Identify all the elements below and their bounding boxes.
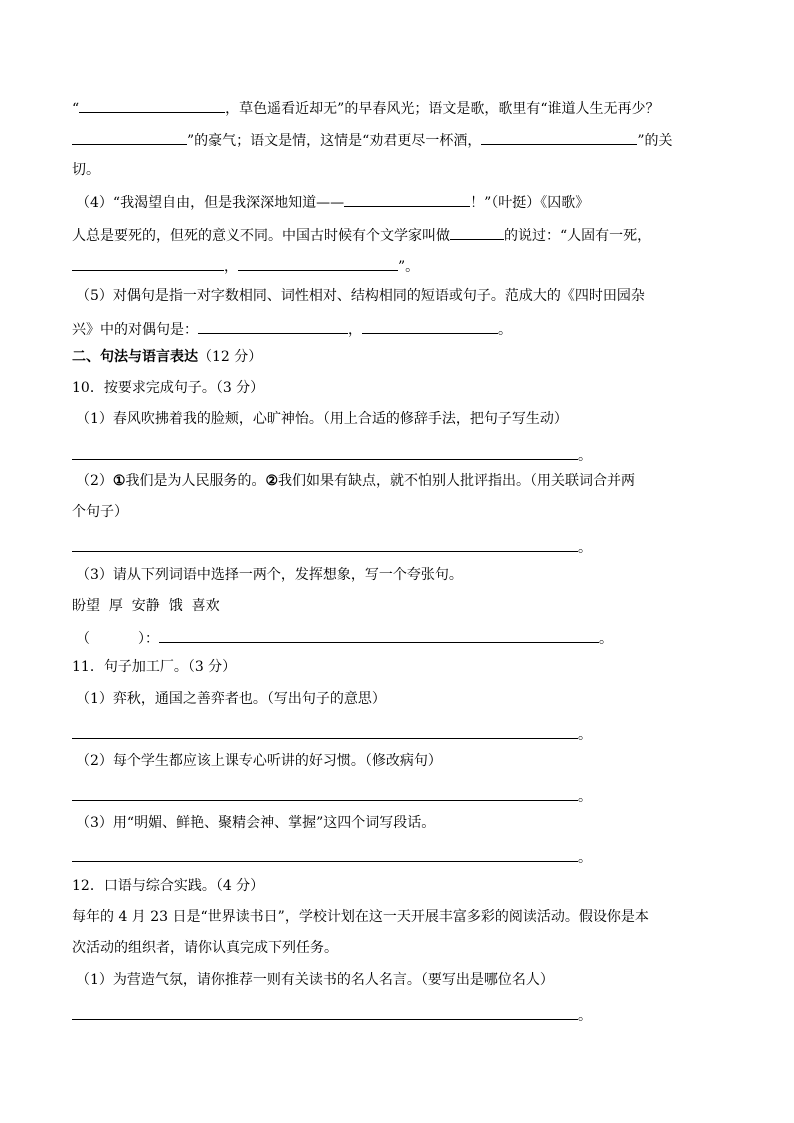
q11-title xyxy=(72,657,236,677)
circled-two: ② xyxy=(265,473,279,489)
q9-line-1-text: ，草色遥看近却无”的早春风光；语文是歌，歌里有“谁道人生无再少？ xyxy=(225,101,660,117)
q11-part-3-text: （3）用“明媚、鲜艳、聚精会神、掌握”这四个词写段话。 xyxy=(76,815,436,831)
q11-part-2-answer xyxy=(72,785,592,805)
period: 。 xyxy=(578,448,592,464)
answer-line[interactable] xyxy=(72,1004,578,1020)
period: 。 xyxy=(578,1008,592,1024)
answer-blank[interactable] xyxy=(481,129,637,145)
q9-part-5-text-a: （5）对偶句是指一对字数相同、词性相对、结构相同的短语或句子。范成大的《四时田园杂 xyxy=(76,288,645,304)
q9-part-5-text-b: 兴》中的对偶句是： xyxy=(72,322,198,338)
answer-blank[interactable] xyxy=(238,255,398,271)
answer-blank[interactable] xyxy=(72,129,187,145)
q11-part-3-answer xyxy=(72,846,592,866)
answer-blank[interactable] xyxy=(344,191,470,207)
q10-part-2-line-2 xyxy=(72,502,128,522)
q12-intro-1 xyxy=(72,907,649,927)
q9-part-4-text-c: 人总是要死的，但死的意义不同。中国古时候有个文学家叫做 xyxy=(72,228,450,244)
q10-part-3 xyxy=(76,565,463,585)
open-quote: “ xyxy=(72,101,80,117)
q12-intro-1-text: 每年的 4 月 23 日是“世界读书日”，学校计划在这一天开展丰富多彩的阅读活动。假设你是本 xyxy=(72,909,649,925)
word-list: 盼望 厚 安静 饿 喜欢 xyxy=(72,598,220,614)
answer-blank[interactable] xyxy=(198,318,348,334)
q9-part-4-text-d: 的说过：“人固有一死， xyxy=(504,228,652,244)
q11-part-2-text: （2）每个学生都应该上课专心听讲的好习惯。（修改病句） xyxy=(76,753,442,769)
close-paren-colon: ）： xyxy=(138,631,159,647)
q10-part-1 xyxy=(76,409,568,429)
q10-part-1-answer xyxy=(72,444,592,464)
q12-intro-2-text: 次活动的组织者，请你认真完成下列任务。 xyxy=(72,940,338,956)
q9-line-2-text-a: ”的豪气；语文是情，这情是“劝君更尽一杯酒， xyxy=(187,133,482,149)
q11-part-3 xyxy=(76,813,435,833)
section-title: 二、句法与语言表达 xyxy=(72,349,198,365)
q12-title-text: 12．口语与综合实践。（4 分） xyxy=(72,878,265,894)
section-heading xyxy=(72,347,262,367)
q9-line-2 xyxy=(72,129,673,149)
section-score: （12 分） xyxy=(198,349,263,365)
q10-title-text: 10．按要求完成句子。（3 分） xyxy=(72,380,265,396)
q9-line-1 xyxy=(72,97,660,117)
q12-intro-2 xyxy=(72,938,338,958)
period: 。 xyxy=(599,631,613,647)
open-paren: （ xyxy=(76,631,90,647)
q9-part-5-text-d: 。 xyxy=(498,322,512,338)
q10-sentence-1: 我们是为人民服务的。 xyxy=(125,473,266,489)
period: 。 xyxy=(578,789,592,805)
answer-blank[interactable] xyxy=(79,97,225,113)
q11-part-2 xyxy=(76,751,442,771)
q11-part-1-answer xyxy=(72,723,592,743)
q12-part-1-answer xyxy=(72,1004,592,1024)
q9-part-5-line-2 xyxy=(72,318,512,338)
q9-part-4-line-3 xyxy=(72,255,419,275)
q9-part-4-text-f: ”。 xyxy=(398,259,420,275)
q12-part-1 xyxy=(76,970,554,990)
answer-line[interactable] xyxy=(159,627,599,643)
answer-line[interactable] xyxy=(72,536,578,552)
q10-part-2 xyxy=(76,471,635,491)
q10-part-2-text-b: 个句子） xyxy=(72,504,128,520)
q10-title xyxy=(72,378,264,398)
answer-line[interactable] xyxy=(72,444,578,460)
q9-part-4-text-a: （4）“我渴望自由，但是我深深地知道—— xyxy=(76,195,345,211)
q10-sentence-2: 我们如果有缺点，就不怕别人批评指出。（用关联词合并两 xyxy=(278,473,636,489)
q10-word-list xyxy=(72,596,220,616)
q9-part-4-text-b: ！”（叶挺）《囚歌》 xyxy=(470,195,590,211)
circled-one: ① xyxy=(112,473,126,489)
q9-part-4-text-e: ， xyxy=(224,259,238,275)
q12-part-1-text: （1）为营造气氛，请你推荐一则有关读书的名人名言。（要写出是哪位名人） xyxy=(76,972,554,988)
q10-part-1-text: （1）春风吹拂着我的脸颊，心旷神怡。（用上合适的修辞手法，把句子写生动） xyxy=(76,411,568,427)
q9-line-3-text: 切。 xyxy=(72,162,100,178)
q10-part-3-answer xyxy=(76,627,613,647)
q10-part-3-text: （3）请从下列词语中选择一两个，发挥想象，写一个夸张句。 xyxy=(76,567,463,583)
q9-line-2-text-b: ”的关 xyxy=(637,133,673,149)
period: 。 xyxy=(578,850,592,866)
answer-blank[interactable] xyxy=(72,255,224,271)
period: 。 xyxy=(578,540,592,556)
q9-part-5 xyxy=(76,286,645,306)
q11-part-1 xyxy=(76,689,386,709)
period: 。 xyxy=(578,727,592,743)
answer-line[interactable] xyxy=(72,846,578,862)
q9-line-3 xyxy=(72,160,100,180)
answer-blank[interactable] xyxy=(362,318,498,334)
q11-part-1-text: （1）弈秋，通国之善弈者也。（写出句子的意思） xyxy=(76,691,386,707)
q11-title-text: 11．句子加工厂。（3 分） xyxy=(72,659,237,675)
q9-part-4 xyxy=(76,191,589,211)
q9-part-5-text-c: ， xyxy=(348,322,362,338)
answer-line[interactable] xyxy=(72,723,578,739)
answer-line[interactable] xyxy=(72,785,578,801)
q10-part-2-label: （2） xyxy=(76,473,113,489)
answer-blank[interactable] xyxy=(450,224,504,240)
q12-title xyxy=(72,876,264,896)
q9-part-4-line-2 xyxy=(72,224,651,244)
q10-part-2-answer xyxy=(72,536,592,556)
